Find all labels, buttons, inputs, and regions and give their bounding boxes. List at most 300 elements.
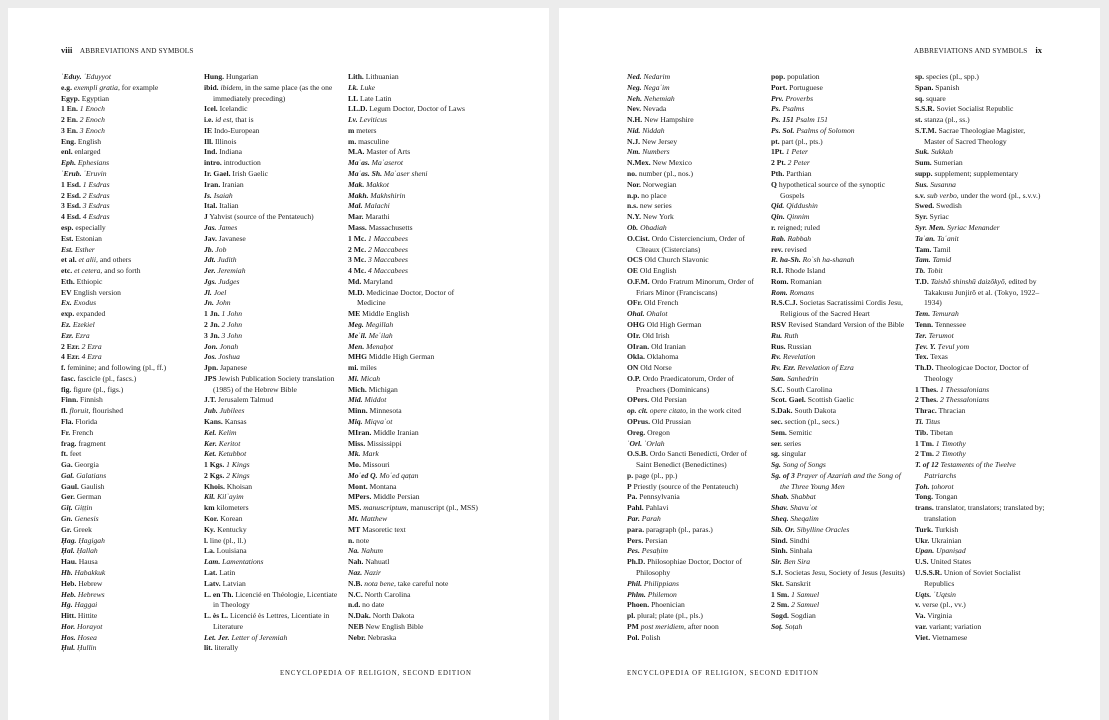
abbreviation-entry xyxy=(771,223,906,234)
abbreviation-entry xyxy=(627,374,758,396)
expansion: Exodus xyxy=(73,298,97,308)
abbreviation: T. of 12 xyxy=(915,460,939,470)
abbreviation-entry xyxy=(348,223,481,234)
expansion: Estonian xyxy=(75,233,102,243)
abbreviation-entry xyxy=(915,525,1047,536)
abbreviation-entry xyxy=(204,147,339,158)
abbreviation: Tenn. xyxy=(915,319,934,329)
expansion: Sanhedrin xyxy=(787,373,819,383)
abbreviation: Mar. xyxy=(348,212,364,222)
abbreviation-entry xyxy=(915,406,1047,417)
expansion: hypothetical source of the synoptic Gospels xyxy=(778,179,886,200)
expansion: Rhode Island xyxy=(785,266,826,276)
abbreviation: mi. xyxy=(348,363,359,373)
abbreviation-entry xyxy=(771,406,906,417)
abbreviation-entry xyxy=(915,460,1047,482)
expansion: Gaulish xyxy=(80,481,105,491)
abbreviation-entry xyxy=(348,94,481,105)
abbreviation-entry xyxy=(204,460,339,471)
abbreviation-entry xyxy=(915,622,1047,633)
left-column-3 xyxy=(348,72,481,643)
abbreviation: supp. xyxy=(915,169,933,179)
abbreviation: m xyxy=(348,125,355,135)
expansion: Obadiah xyxy=(640,222,667,232)
expansion-rest: that is xyxy=(233,115,254,125)
abbreviation: Phoen. xyxy=(627,600,650,610)
abbreviation: Qid. xyxy=(771,201,785,211)
expansion: Ḥullin xyxy=(77,643,97,653)
expansion: Sinhala xyxy=(789,546,813,556)
abbreviation-entry xyxy=(348,600,481,611)
abbreviation: Ket. xyxy=(204,449,217,459)
expansion: Master of Arts xyxy=(366,147,411,157)
abbreviation-entry xyxy=(915,277,1047,309)
abbreviation: ʿOrl. xyxy=(627,438,642,448)
abbreviation-entry xyxy=(61,115,192,126)
expansion: fragment xyxy=(78,438,106,448)
abbreviation: Ḥag. xyxy=(61,535,77,545)
expansion: 2 Peter xyxy=(787,158,810,168)
expansion: Sanskrit xyxy=(785,578,811,588)
expansion: 2 Enoch xyxy=(79,115,105,125)
abbreviation: ser. xyxy=(771,438,782,448)
abbreviation: 1 Esd. xyxy=(61,179,81,189)
expansion: kilometers xyxy=(216,503,249,513)
abbreviation: Is. xyxy=(204,190,212,200)
abbreviation: Upan. xyxy=(915,546,935,556)
abbreviation-entry xyxy=(771,449,906,460)
expansion: Genesis xyxy=(74,514,99,524)
expansion: John xyxy=(215,298,231,308)
abbreviation: 2 Kgs. xyxy=(204,470,225,480)
expansion: section (pl., secs.) xyxy=(784,417,840,426)
expansion: United States xyxy=(930,557,972,567)
abbreviation: Nev. xyxy=(627,104,642,114)
abbreviation: Phil. xyxy=(627,578,642,588)
abbreviation-entry xyxy=(61,514,192,525)
expansion: singular xyxy=(781,449,807,459)
expansion: Negaʿim xyxy=(643,82,670,92)
abbreviation: Syr. Men. xyxy=(915,222,946,232)
abbreviation: P xyxy=(627,481,632,491)
abbreviation-entry xyxy=(771,288,906,299)
expansion: Medicinae Doctor, Doctor of Medicine xyxy=(357,287,455,308)
abbreviation-entry xyxy=(348,568,481,579)
abbreviation-entry xyxy=(348,266,481,277)
abbreviation-entry xyxy=(204,352,339,363)
expansion-rest: and others xyxy=(97,255,132,265)
abbreviation-entry xyxy=(771,298,906,320)
abbreviation: Kil. xyxy=(204,492,216,502)
abbreviation-entry xyxy=(627,633,758,644)
abbreviation-entry xyxy=(204,309,339,320)
expansion: et alii, xyxy=(78,255,98,265)
abbreviation-entry xyxy=(204,288,339,299)
abbreviation-entry xyxy=(771,611,906,622)
abbreviation-entry xyxy=(61,460,192,471)
expansion: Late Latin xyxy=(360,93,392,103)
abbreviation: Eth. xyxy=(61,276,75,286)
abbreviation-entry xyxy=(771,471,906,493)
expansion: 1 Maccabees xyxy=(368,233,408,243)
abbreviation: RSV xyxy=(771,319,787,329)
abbreviation: Soṭ. xyxy=(771,621,784,631)
abbreviation-entry xyxy=(627,137,758,148)
abbreviation-entry xyxy=(348,460,481,471)
expansion: 2 Ezra xyxy=(81,341,102,351)
expansion: Theologicae Doctor, Doctor of Theology xyxy=(924,363,1029,383)
abbreviation: JPS xyxy=(204,373,217,383)
abbreviation: Ind. xyxy=(204,147,218,157)
expansion: New English Bible xyxy=(365,621,424,631)
expansion: Vietnamese xyxy=(931,632,968,642)
abbreviation-entry xyxy=(771,568,906,579)
abbreviation: Meʿil. xyxy=(348,330,367,340)
expansion: Florida xyxy=(75,417,98,426)
left-footer: ENCYCLOPEDIA OF RELIGION, SECOND EDITION xyxy=(280,670,472,677)
expansion: Maʿaserot xyxy=(371,158,403,168)
abbreviation-entry xyxy=(204,428,339,439)
abbreviation-entry xyxy=(348,83,481,94)
expansion: Thracian xyxy=(938,406,966,416)
expansion: German xyxy=(76,492,102,502)
abbreviation-entry xyxy=(348,201,481,212)
left-column-1 xyxy=(61,72,192,654)
abbreviation: Ga. xyxy=(61,460,73,470)
expansion: Titus xyxy=(925,417,941,426)
abbreviation-entry xyxy=(627,212,758,223)
expansion: 1 John xyxy=(221,309,242,319)
expansion-rest: in the same place (as the one immediately preceding) xyxy=(213,82,333,103)
expansion: Temurah xyxy=(932,309,959,319)
abbreviation-entry xyxy=(771,94,906,105)
abbreviation-entry xyxy=(771,169,906,180)
expansion-rest: under the word (pl., s.v.v.) xyxy=(958,190,1041,200)
abbreviation: n. xyxy=(348,535,355,545)
abbreviation-entry xyxy=(61,223,192,234)
expansion: 1 Timothy xyxy=(935,438,966,448)
abbreviation: n.p. xyxy=(627,190,640,200)
expansion: exempli gratia, xyxy=(73,82,120,92)
abbreviation: LL xyxy=(348,93,359,103)
expansion: 2 Esdras xyxy=(82,190,110,200)
expansion: Masoretic text xyxy=(362,524,406,534)
abbreviation-entry xyxy=(204,536,339,547)
abbreviation: O.F.M. xyxy=(627,276,650,286)
abbreviation: S.T.M. xyxy=(915,125,937,135)
expansion: Priestly (source of the Pentateuch) xyxy=(633,481,739,491)
abbreviation: Ezr. xyxy=(61,330,74,340)
abbreviation: Sus. xyxy=(915,179,929,189)
abbreviation: Fla. xyxy=(61,417,74,426)
abbreviation: Qin. xyxy=(771,212,785,222)
abbreviation: S.C. xyxy=(771,384,785,394)
expansion: Jewish Publication Society translation (1985) of the Hebrew Bible xyxy=(213,373,335,394)
expansion: Persian xyxy=(645,535,668,545)
expansion: Georgia xyxy=(74,460,99,470)
abbreviation-entry xyxy=(348,471,481,482)
abbreviation-entry xyxy=(348,245,481,256)
abbreviation-entry xyxy=(915,395,1047,406)
abbreviation-entry xyxy=(61,471,192,482)
expansion: 2 Timothy xyxy=(935,449,966,459)
abbreviation-entry xyxy=(627,590,758,601)
expansion: Societas Sacratissimi Cordis Jesu, Religious of the Sacred Heart xyxy=(780,298,903,319)
abbreviation: ft. xyxy=(61,449,68,459)
expansion: Jeremiah xyxy=(217,266,246,276)
abbreviation: pop. xyxy=(771,72,786,81)
abbreviation-entry xyxy=(61,568,192,579)
abbreviation: Mak. xyxy=(348,179,365,189)
abbreviation: Va. xyxy=(915,611,926,621)
expansion: Old High German xyxy=(646,319,702,329)
expansion: 4 Maccabees xyxy=(368,266,408,276)
abbreviation-entry xyxy=(348,115,481,126)
expansion: Joel xyxy=(213,287,227,297)
abbreviation: 1 Thes. xyxy=(915,384,939,394)
expansion: Tobit xyxy=(927,266,943,276)
abbreviation-entry xyxy=(771,104,906,115)
expansion: Ben Sira xyxy=(783,557,811,567)
abbreviation-entry xyxy=(61,482,192,493)
abbreviation-entry xyxy=(627,104,758,115)
abbreviation-entry xyxy=(915,352,1047,363)
expansion: Mark xyxy=(362,449,379,459)
abbreviation-entry xyxy=(627,471,758,482)
abbreviation: op. cit. xyxy=(627,406,648,416)
left-running-header xyxy=(61,45,199,55)
abbreviation: Hung. xyxy=(204,72,225,81)
abbreviation-entry xyxy=(348,180,481,191)
abbreviation-entry xyxy=(204,266,339,277)
abbreviation: Ṭoh. xyxy=(915,481,930,491)
expansion: Middot xyxy=(364,395,387,405)
expansion: line (pl., ll.) xyxy=(209,535,246,545)
expansion: especially xyxy=(75,222,106,232)
abbreviation: J xyxy=(204,212,208,222)
expansion: Psalms xyxy=(782,104,805,114)
abbreviation: Fr. xyxy=(61,427,71,437)
abbreviation-entry xyxy=(61,266,192,277)
expansion: Kilʾayim xyxy=(217,492,244,502)
abbreviation: MT xyxy=(348,524,361,534)
abbreviation: U.S. xyxy=(915,557,929,567)
abbreviation-entry xyxy=(348,234,481,245)
abbreviation: Kel. xyxy=(204,427,217,437)
abbreviation-entry xyxy=(627,158,758,169)
expansion: Pahlavi xyxy=(645,503,669,513)
abbreviation-entry xyxy=(61,126,192,137)
abbreviation-entry xyxy=(627,320,758,331)
abbreviation: Meg. xyxy=(348,319,364,329)
abbreviation: 1 Jn. xyxy=(204,309,220,319)
expansion: Numbers xyxy=(642,147,670,157)
abbreviation-entry xyxy=(61,600,192,611)
abbreviation-entry xyxy=(348,439,481,450)
abbreviation-entry xyxy=(204,514,339,525)
abbreviation-entry xyxy=(204,342,339,353)
expansion: Keritot xyxy=(218,438,241,448)
abbreviation: Est. xyxy=(61,244,74,254)
expansion: Malachi xyxy=(364,201,390,211)
abbreviation-entry xyxy=(348,525,481,536)
abbreviation: Viet. xyxy=(915,632,931,642)
expansion: 1 Esdras xyxy=(82,179,110,189)
expansion: feet xyxy=(69,449,82,459)
abbreviation: Sg. xyxy=(771,460,781,470)
abbreviation-entry xyxy=(204,277,339,288)
abbreviation: Shav. xyxy=(771,503,789,513)
expansion: Ephesians xyxy=(77,158,110,168)
expansion: Moʿed qaṭan xyxy=(379,470,419,480)
abbreviation-entry xyxy=(204,374,339,396)
abbreviation: ʿEduy. xyxy=(61,72,82,81)
abbreviation-entry xyxy=(915,492,1047,503)
abbreviation: OHG xyxy=(627,319,645,329)
abbreviation-entry xyxy=(627,417,758,428)
abbreviation: Makh. xyxy=(348,190,369,200)
expansion: Iranian xyxy=(222,179,244,189)
abbreviation: N.H. xyxy=(627,115,643,125)
abbreviation: Ez. xyxy=(61,319,71,329)
abbreviation-entry xyxy=(61,503,192,514)
abbreviation-entry xyxy=(627,201,758,212)
abbreviation: l. xyxy=(204,535,209,545)
abbreviation: Mid. xyxy=(348,395,363,405)
abbreviation-entry xyxy=(204,180,339,191)
abbreviation: Ill. xyxy=(204,136,214,146)
expansion: Habakkuk xyxy=(74,567,106,577)
abbreviation-entry xyxy=(915,266,1047,277)
expansion: Tamid xyxy=(932,255,952,265)
abbreviation: Ps. Sol. xyxy=(771,125,795,135)
abbreviation-entry xyxy=(627,557,758,579)
expansion: Menaḥot xyxy=(366,341,394,351)
abbreviation: Tib. xyxy=(915,427,929,437)
abbreviation-entry xyxy=(348,255,481,266)
expansion: Greek xyxy=(73,524,92,534)
abbreviation: Ker. xyxy=(204,438,217,448)
abbreviation: O.S.B. xyxy=(627,449,648,459)
abbreviation-entry xyxy=(771,600,906,611)
abbreviation: Finn. xyxy=(61,395,79,405)
abbreviation-entry xyxy=(915,234,1047,245)
abbreviation: Sib. Or. xyxy=(771,524,795,534)
abbreviation: Minn. xyxy=(348,406,368,416)
abbreviation: para. xyxy=(627,524,645,534)
expansion: Soviet Socialist Republic xyxy=(936,104,1014,114)
abbreviation-entry xyxy=(61,428,192,439)
expansion: Sogdian xyxy=(790,611,816,621)
expansion: Upaniṣad xyxy=(936,546,966,556)
abbreviation-entry xyxy=(204,126,339,137)
expansion: Soṭah xyxy=(784,621,803,631)
abbreviation: Suk. xyxy=(915,147,930,157)
abbreviation: N.J. xyxy=(627,136,641,146)
expansion-rest: in the work cited xyxy=(687,406,742,416)
expansion: supplement; supplementary xyxy=(934,169,1019,179)
expansion: Montana xyxy=(369,481,397,491)
abbreviation: ME xyxy=(348,309,361,319)
abbreviation: frag. xyxy=(61,438,77,448)
abbreviation: Ps. 151 xyxy=(771,115,794,125)
expansion: no place xyxy=(641,190,667,200)
abbreviation-entry xyxy=(61,137,192,148)
abbreviation: Gr. xyxy=(61,524,72,534)
abbreviation: Sind. xyxy=(771,535,788,545)
expansion: 1 Kings xyxy=(226,460,250,470)
abbreviation-entry xyxy=(771,115,906,126)
abbreviation: Nah. xyxy=(348,557,364,567)
abbreviation: pt. xyxy=(771,136,780,146)
abbreviation: Prv. xyxy=(771,93,784,103)
expansion: Old Church Slavonic xyxy=(644,255,709,265)
expansion: Tibetan xyxy=(929,427,953,437)
expansion: Romanian xyxy=(790,276,822,286)
abbreviation-entry xyxy=(204,255,339,266)
abbreviation-entry xyxy=(627,611,758,622)
abbreviation: Hau. xyxy=(61,557,77,567)
abbreviation: etc. xyxy=(61,266,73,276)
expansion: Maʿaser sheni xyxy=(383,169,428,179)
expansion: Nahum xyxy=(361,546,384,556)
abbreviation: Jer. xyxy=(204,266,216,276)
abbreviation-entry xyxy=(627,363,758,374)
abbreviation: Gaul. xyxy=(61,481,79,491)
abbreviation-entry xyxy=(204,137,339,148)
expansion: Middle High German xyxy=(368,352,435,362)
abbreviation: Mt. xyxy=(348,514,359,524)
abbreviation-entry xyxy=(61,72,192,83)
abbreviation: Pol. xyxy=(627,632,640,642)
expansion: Yahvist (source of the Pentateuch) xyxy=(209,212,314,222)
abbreviation: La. xyxy=(204,546,215,556)
abbreviation-entry xyxy=(204,482,339,493)
abbreviation-entry xyxy=(348,342,481,353)
abbreviation-entry xyxy=(61,288,192,299)
expansion: ʿOrlah xyxy=(643,438,665,448)
expansion: Hebrew xyxy=(78,578,103,588)
abbreviation: Neh. xyxy=(627,93,642,103)
expansion: Norwegian xyxy=(642,179,677,189)
expansion: Syriac xyxy=(929,212,949,222)
abbreviation-entry xyxy=(61,395,192,406)
expansion-rest: take careful note xyxy=(395,578,449,588)
expansion: Indiana xyxy=(219,147,242,157)
expansion: Nedarim xyxy=(643,72,671,81)
abbreviation: Let. Jer. xyxy=(204,632,230,642)
abbreviation: Mk. xyxy=(348,449,361,459)
abbreviation: Icel. xyxy=(204,104,218,114)
right-page-number: ix xyxy=(1035,45,1042,55)
expansion: Ṭevul yom xyxy=(937,341,970,351)
abbreviation-entry xyxy=(204,320,339,331)
abbreviation: OIran. xyxy=(627,341,650,351)
abbreviation-entry xyxy=(627,352,758,363)
abbreviation: Syr. xyxy=(915,212,928,222)
abbreviation-entry xyxy=(627,191,758,202)
abbreviation-entry xyxy=(348,331,481,342)
abbreviation: Rom. xyxy=(771,276,789,286)
abbreviation-entry xyxy=(915,633,1047,644)
expansion: Missouri xyxy=(362,460,390,470)
abbreviation-entry xyxy=(348,277,481,288)
abbreviation: Jav. xyxy=(204,233,217,243)
abbreviation: Ter. xyxy=(915,330,927,340)
expansion: Massachusetts xyxy=(368,222,413,232)
abbreviation: S.Dak. xyxy=(771,406,793,416)
abbreviation-entry xyxy=(348,374,481,385)
